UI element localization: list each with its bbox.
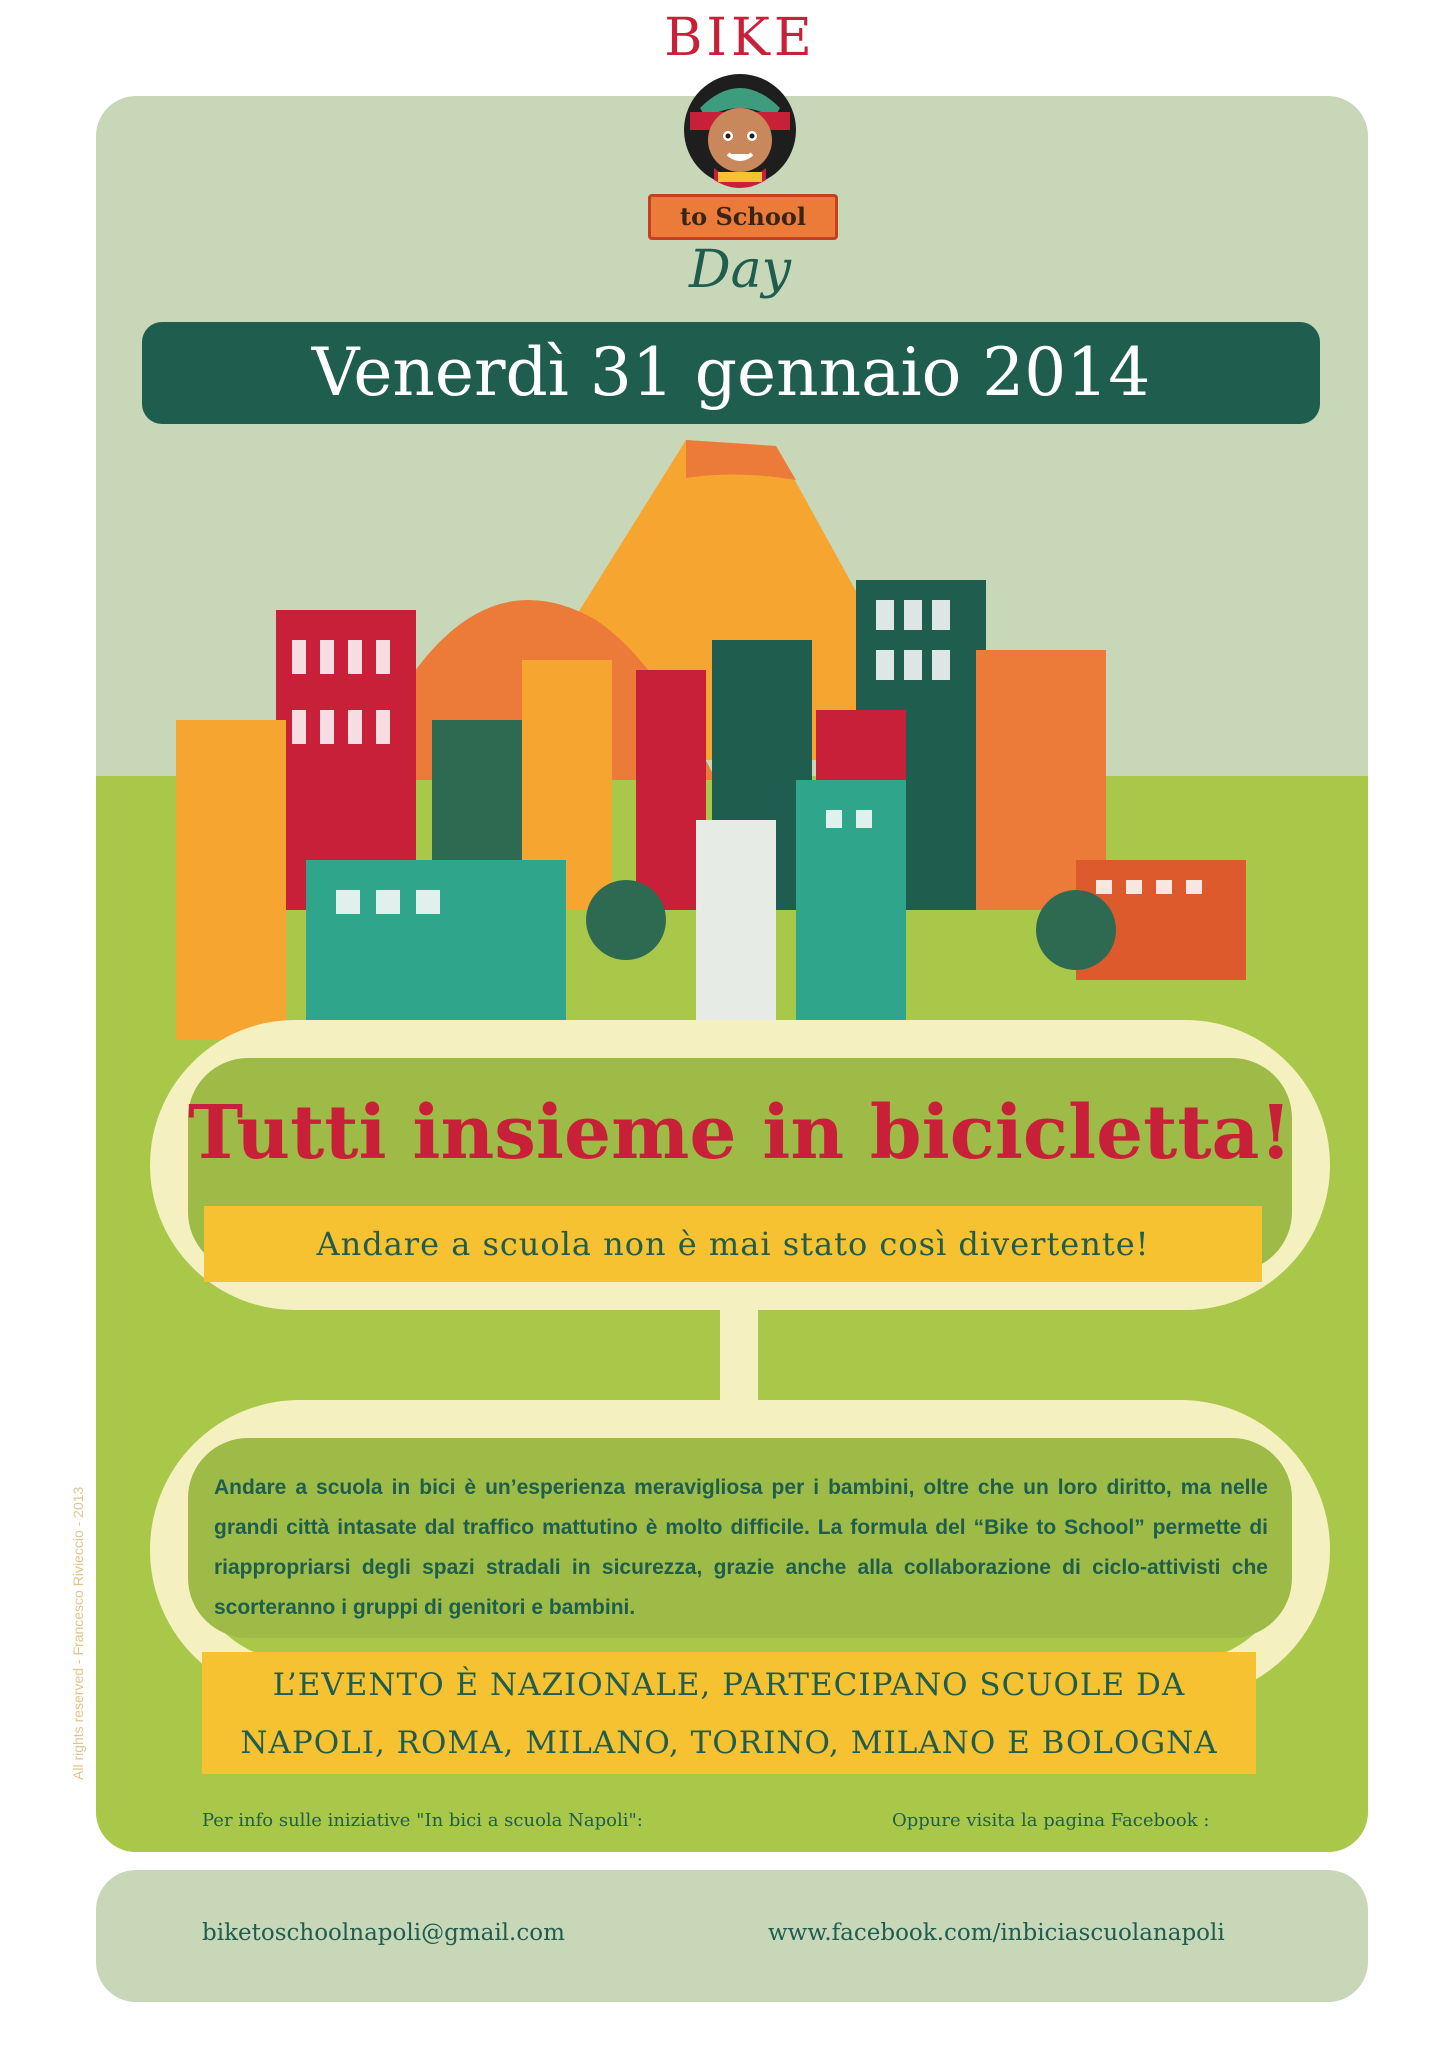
facebook-link[interactable]: www.facebook.com/inbiciascuolanapoli [768,1920,1225,1946]
building-orange-left [176,720,286,1040]
event-notice-line2: NAPOLI, ROMA, MILANO, TORINO, MILANO E BOLOGNA [240,1725,1218,1761]
building-teal [796,780,906,1040]
subtitle-bar: Andare a scuola non è mai stato così divertente! [204,1206,1262,1282]
event-notice [202,1652,1256,1774]
main-title: Tutti insieme in bicicletta! [188,1090,1292,1176]
city-illustration [96,420,1368,1040]
logo-bike-text: BIKE [664,8,816,68]
copyright-text: All rights reserved - Francesco Rivieccio - 2013 [70,1486,86,1780]
tree-right [1036,890,1116,970]
logo-ribbon: to School [648,194,838,240]
body-paragraph: Andare a scuola in bici è un’esperienza meravigliosa per i bambini, oltre che un loro diritto, ma nelle grandi città intasate dal traffico mattutino è molto difficile. La formula del “Bike to School” permette di riappropriarsi degli spazi stradali in sicurezza, grazie anche alla collaborazione di ciclo-attivisti che scorteranno i gruppi di genitori e bambini. [214,1476,1268,1619]
logo-day-text: Day [688,240,792,300]
bike-to-school-logo [620,8,860,318]
event-notice-line1: L’EVENTO È NAZIONALE, PARTECIPANO SCUOLE DA [272,1667,1186,1703]
child-cyclist-icon [670,68,810,198]
tree-center [586,880,666,960]
road-connector [720,1300,758,1410]
volcano-crater [686,440,796,480]
date-banner: Venerdì 31 gennaio 2014 [142,322,1320,424]
email-link[interactable]: biketoschoolnapoli@gmail.com [202,1920,565,1946]
building-white [696,820,776,1040]
building-red-mid [636,670,706,910]
info-label-right: Oppure visita la pagina Facebook : [892,1810,1210,1831]
info-label-left: Per info sulle iniziative "In bici a scuola Napoli": [202,1810,643,1831]
building-factory [306,860,566,1040]
